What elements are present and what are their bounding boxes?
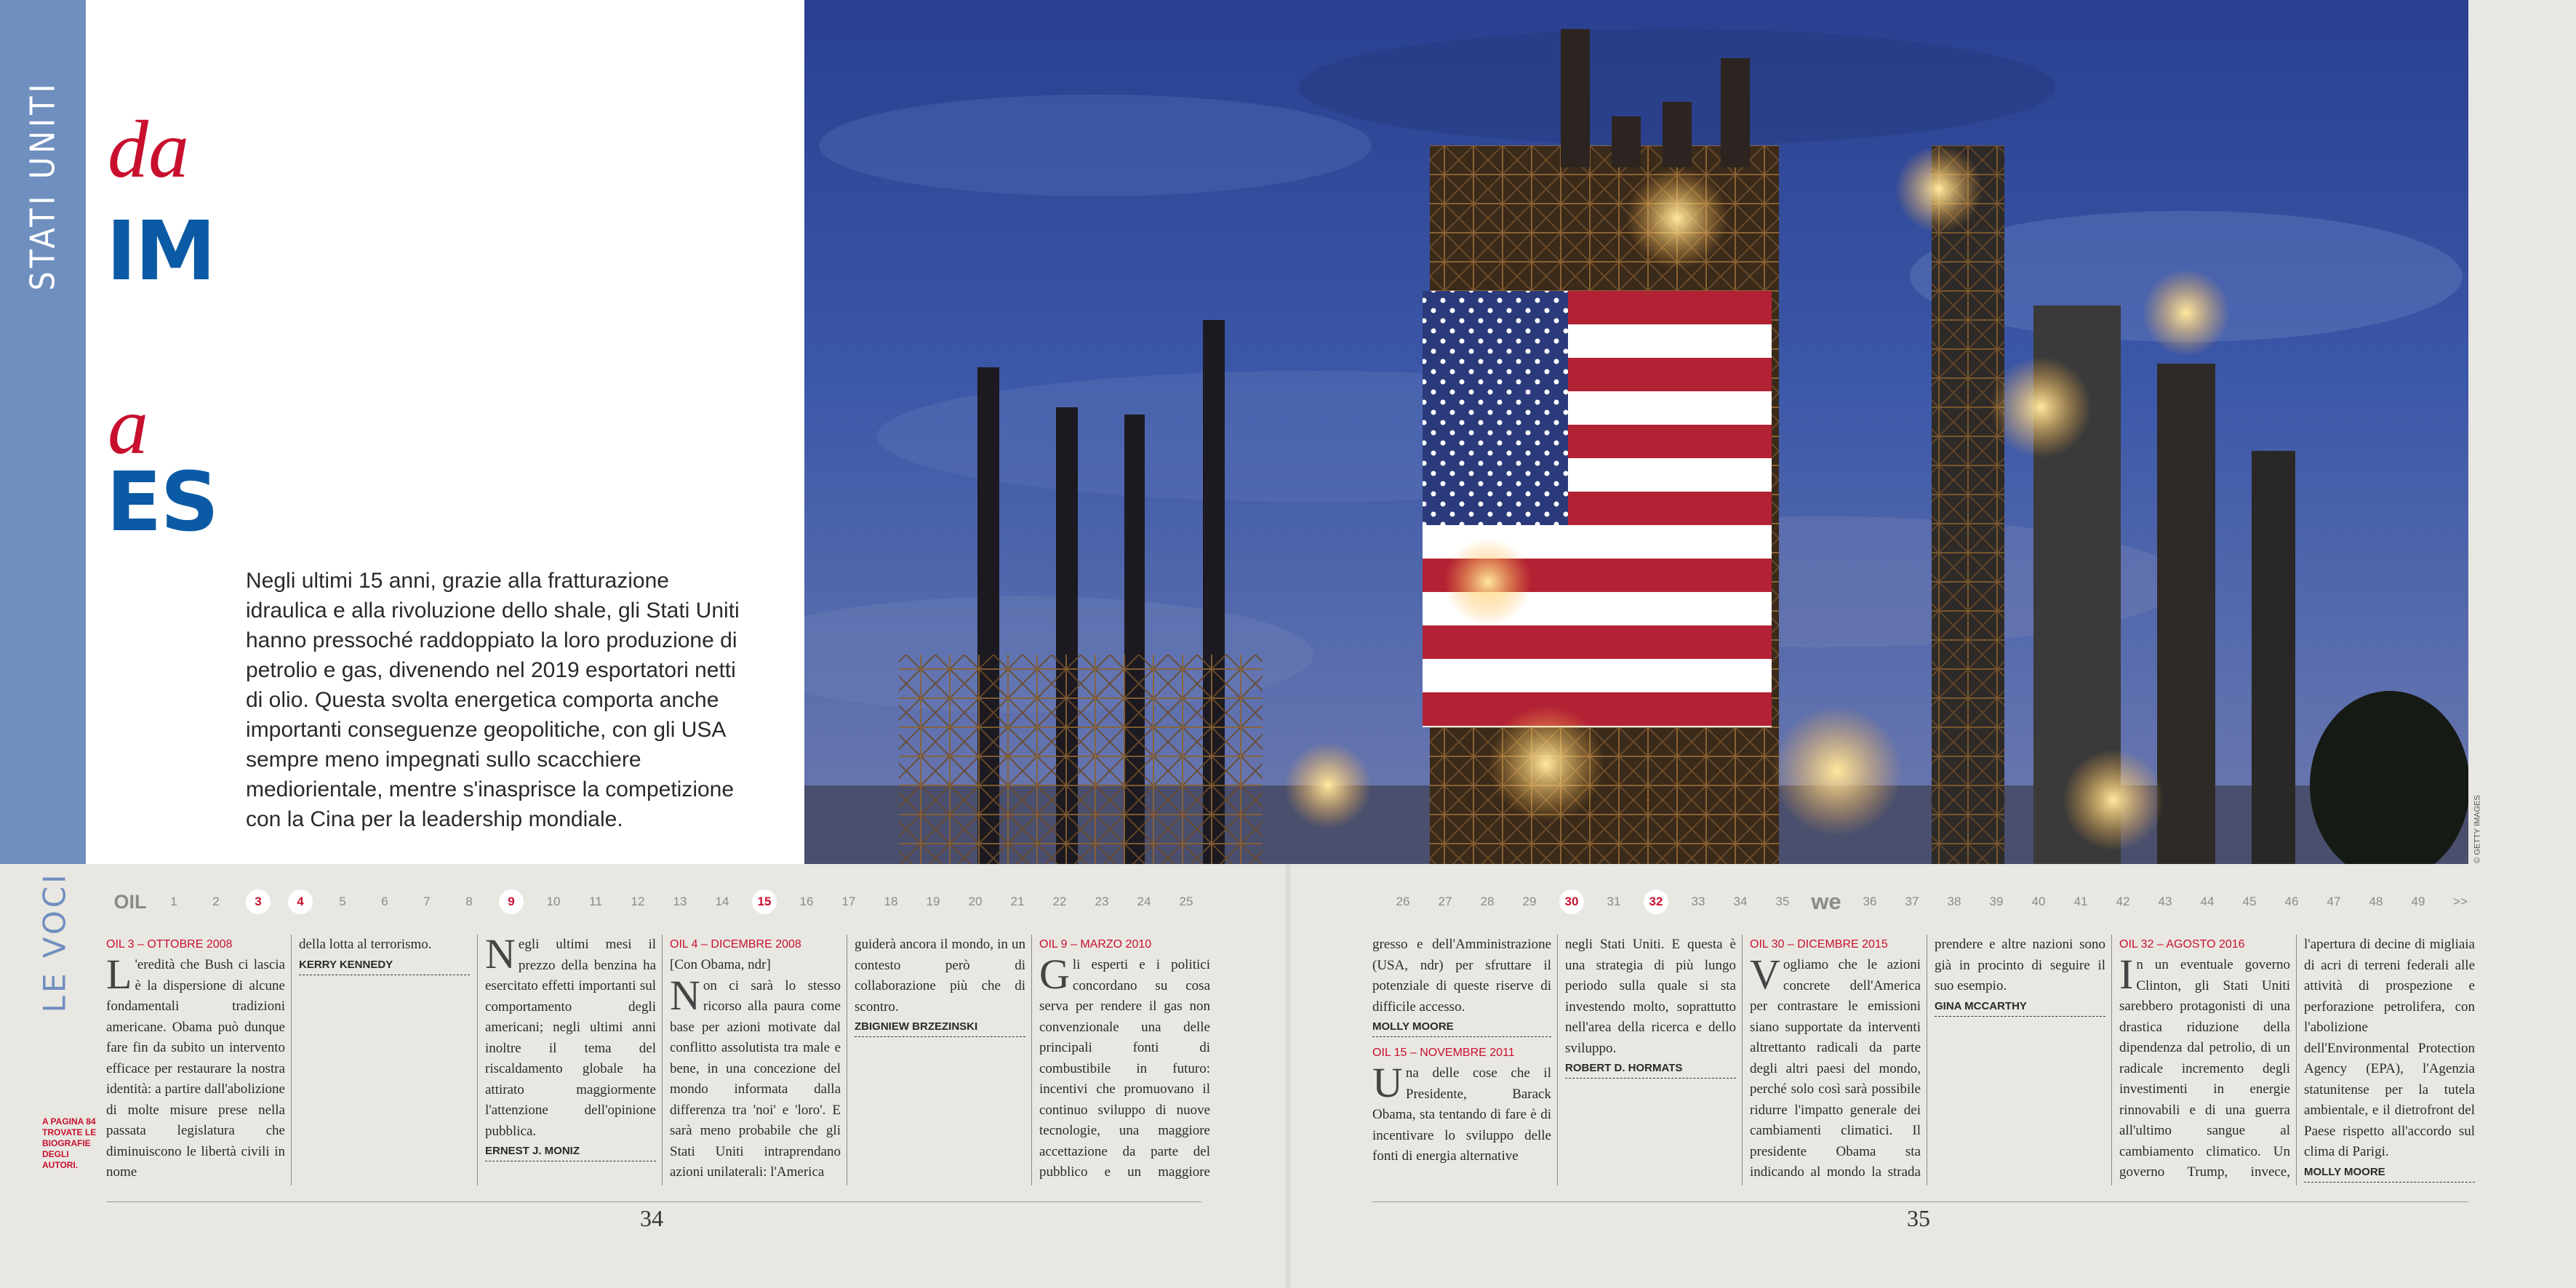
quote-body: na delle cose che il Presidente, Barack Obama, sta tentando di fare è di incentivare lo sviluppo delle fonti di energia alternative bbox=[1372, 1065, 1551, 1164]
quote-author: MOLLY MOORE bbox=[2304, 1163, 2475, 1183]
issue-number: 24 bbox=[1137, 895, 1151, 908]
issue-number: 37 bbox=[1905, 895, 1919, 908]
quote-text bbox=[1372, 1059, 1551, 1167]
quote-body: on ci sarà lo stesso ricorso alla paura come base per azioni motivate dal conflitto assolutista tra male e bene, in una concezione del mondo informata dalla differenza tra 'noi' e 'loro'. E sarà meno probabile che gli Stati Uniti intraprendano azioni unilaterali: l'America bbox=[670, 977, 841, 1180]
title-es: ES bbox=[106, 455, 218, 550]
issue-number: 40 bbox=[2031, 895, 2046, 908]
footer-rule-right bbox=[1372, 1201, 2468, 1202]
issue-number: 9 bbox=[490, 889, 532, 914]
issue-number: 16 bbox=[799, 895, 814, 908]
issue-number: 19 bbox=[926, 895, 940, 908]
issue-number: 26 bbox=[1396, 895, 1410, 908]
section-label: STATI UNITI bbox=[23, 80, 63, 291]
issue-number: >> bbox=[2453, 895, 2468, 908]
quote-body: prendere e altre nazioni sono già in procinto di seguire il suo esempio. bbox=[1935, 937, 2105, 993]
issue-number: 38 bbox=[1947, 895, 1961, 908]
quote-text bbox=[299, 935, 470, 956]
issue-number: 43 bbox=[2158, 895, 2172, 908]
issue-number: 28 bbox=[1480, 895, 1495, 908]
quote-body: egli ultimi mesi il prezzo della benzina ha esercitato effetti importanti sul comportamento degli americani; negli ultimi anni inoltre il tema del riscaldamento globale ha attirato maggiormente l'attenzione dell'opinione pubblica. bbox=[485, 937, 656, 1139]
quote-column bbox=[1927, 935, 2105, 1185]
drop-cap: L bbox=[106, 951, 132, 998]
quote-author: MOLLY MOORE bbox=[1372, 1017, 1551, 1037]
quote-text bbox=[2304, 935, 2475, 1163]
drop-cap: V bbox=[1750, 951, 1780, 998]
quote-text bbox=[670, 955, 841, 976]
issue-number: 21 bbox=[1010, 895, 1025, 908]
quote-text bbox=[1372, 935, 1551, 1017]
issue-number: 27 bbox=[1438, 895, 1452, 908]
title-im: IM bbox=[106, 204, 215, 299]
issue-number: 8 bbox=[465, 895, 473, 908]
quote-text bbox=[2119, 951, 2290, 1185]
title-portatori bbox=[231, 104, 799, 540]
issue-tag: OIL 4 – DICEMBRE 2008 bbox=[670, 938, 801, 951]
issue-number: 13 bbox=[673, 895, 687, 908]
quote-text bbox=[1750, 951, 1921, 1185]
issue-number: 45 bbox=[2242, 895, 2257, 908]
quote-body: li esperti e i politici concordano su cosa serva per rendere il gas non convenzionale una delle principali fonti di combustibile in futuro: incentivi che promuovano il continuo sviluppo di nuove tecnologie, una maggiore accettazione da parte del pubblico e un maggiore bbox=[1039, 957, 1210, 1180]
quote-text bbox=[485, 935, 656, 1142]
drop-cap: N bbox=[485, 935, 516, 977]
issue-number: 10 bbox=[546, 895, 561, 908]
issue-timeline-right bbox=[1382, 889, 2481, 915]
issue-number: 49 bbox=[2411, 895, 2425, 908]
drop-cap: U bbox=[1372, 1059, 1403, 1106]
quote-body: l'apertura di decine di migliaia di acri di terreni federali alle attività di prospezione e perforazione petrolifera, con l'abolizione dell'Environmental Protection Agency (EPA), l'Agenzia statunitense per la tutela ambientale, e il dietrofront del Paese rispetto all'accordo sul clima di Parigi. bbox=[2304, 937, 2475, 1159]
quote-author: ERNEST J. MONIZ bbox=[485, 1142, 656, 1161]
issue-number: 46 bbox=[2284, 895, 2299, 908]
quote-text bbox=[1935, 935, 2105, 997]
quote-column bbox=[2111, 935, 2290, 1185]
issue-tag: OIL 15 – NOVEMBRE 2011 bbox=[1372, 1047, 1515, 1059]
quote-column bbox=[1372, 935, 1551, 1185]
quote-body: ogliamo che le azioni concrete dell'America per contrastare le emissioni siano supportate da interventi altrettanto radicali da parte degli altri paesi del mondo, perché solo così sarà possibile ridurre l'impatto generale dei cambiamenti climatici. Il presidente Obama sta indicando al mondo la strada bbox=[1750, 957, 1921, 1180]
issue-number: 42 bbox=[2116, 895, 2130, 908]
issue-number: 33 bbox=[1691, 895, 1705, 908]
quote-author: ZBIGNIEW BRZEZINSKI bbox=[855, 1017, 1025, 1037]
issue-number: 17 bbox=[841, 895, 856, 908]
american-flag bbox=[1423, 291, 1772, 727]
issue-number: 36 bbox=[1863, 895, 1877, 908]
issue-number: 47 bbox=[2327, 895, 2341, 908]
issue-timeline-left bbox=[108, 889, 1207, 915]
issue-number: 39 bbox=[1989, 895, 2004, 908]
quote-text bbox=[1039, 951, 1210, 1185]
magazine-logo: OIL bbox=[113, 890, 147, 913]
issue-number: 41 bbox=[2073, 895, 2088, 908]
quote-text bbox=[106, 951, 285, 1183]
magazine-logo: we bbox=[1811, 889, 1841, 914]
title-a: a bbox=[108, 381, 148, 471]
refinery-flag-illustration bbox=[804, 0, 2468, 864]
quote-column bbox=[477, 935, 656, 1185]
issue-number: 48 bbox=[2369, 895, 2383, 908]
quote-body: [Con Obama, ndr] bbox=[670, 957, 771, 972]
quote-body: guiderà ancora il mondo, in un contesto però di collaborazione più che di scontro. bbox=[855, 937, 1025, 1015]
issue-number: 20 bbox=[968, 895, 983, 908]
biography-reference: A PAGINA 84 TROVATE LE BIOGRAFIE DEGLI AUTORI. bbox=[42, 1116, 97, 1170]
issue-number: 15 bbox=[743, 889, 785, 914]
issue-number: 5 bbox=[339, 895, 346, 908]
issue-number: 11 bbox=[589, 895, 602, 908]
refinery-photo bbox=[804, 0, 2468, 864]
issue-number: 7 bbox=[423, 895, 431, 908]
issue-number: 30 bbox=[1551, 889, 1593, 914]
issue-number: 31 bbox=[1607, 895, 1621, 908]
intro-paragraph: Negli ultimi 15 anni, grazie alla fratturazione idraulica e alla rivoluzione dello shale, gli Stati Uniti hanno pressoché raddoppiato la loro produzione di petrolio e gas, divenendo nel 2019 esportatori netti di olio. Questa svolta energetica comporta anche importanti conseguenze geopolitiche, con gli USA sempre meno impegnati sullo scacchiere mediorientale, mentre s'inasprisce la competizione con la Cina per la leadership mondiale. bbox=[246, 569, 740, 831]
quote-body: gresso e dell'Amministrazione (USA, ndr) per sfruttare il potenziale di queste riserve di difficile accesso. bbox=[1372, 937, 1551, 1015]
page-fold bbox=[1284, 864, 1292, 1288]
title-da: da bbox=[108, 105, 189, 195]
issue-number: 1 bbox=[170, 895, 177, 908]
quote-column bbox=[1031, 935, 1210, 1185]
photo-credit: © GETTY IMAGES bbox=[2473, 795, 2483, 863]
issue-number: 2 bbox=[212, 895, 220, 908]
issue-number: 23 bbox=[1095, 895, 1109, 908]
issue-number: 29 bbox=[1522, 895, 1537, 908]
quote-body: 'eredità che Bush ci lascia è la dispersione di alcune fondamentali tradizioni americane. Obama può dunque fare fin da subito un intervento efficace per restaurare la nostra identità: a partire dall'abolizione di molte misure prese nella passata legislatura che diminuiscono le libertà civili in nome bbox=[106, 957, 285, 1180]
issue-number: 12 bbox=[631, 895, 645, 908]
issue-number: 14 bbox=[715, 895, 729, 908]
quote-column bbox=[847, 935, 1025, 1185]
issue-number: 32 bbox=[1635, 889, 1677, 914]
quote-column bbox=[291, 935, 470, 1185]
issue-number: 44 bbox=[2200, 895, 2215, 908]
issue-number: 25 bbox=[1179, 895, 1193, 908]
issue-number: 35 bbox=[1775, 895, 1790, 908]
quote-body: n un eventuale governo Clinton, gli Stati Uniti sarebbero protagonisti di una drastica riduzione della dipendenza dal petrolio, di un radicale incremento degli investimenti in energie rinnovabili e di una guerra all'ultimo sangue al cambiamento climatico. Un governo Trump, invece, bbox=[2119, 957, 2290, 1180]
issue-tag: OIL 3 – OTTOBRE 2008 bbox=[106, 938, 233, 951]
quote-text bbox=[670, 971, 841, 1183]
page-number-right: 35 bbox=[1907, 1205, 1930, 1231]
issue-tag: OIL 32 – AGOSTO 2016 bbox=[2119, 938, 2245, 951]
issue-number: 34 bbox=[1733, 895, 1748, 908]
quote-column bbox=[1742, 935, 1921, 1185]
quote-column bbox=[1557, 935, 1736, 1185]
quote-column bbox=[2296, 935, 2475, 1185]
page-number-left: 34 bbox=[640, 1205, 663, 1231]
footer-rule-left bbox=[106, 1201, 1201, 1202]
issue-number: 22 bbox=[1052, 895, 1067, 908]
issue-tag: OIL 9 – MARZO 2010 bbox=[1039, 938, 1152, 951]
quote-body: della lotta al terrorismo. bbox=[299, 937, 432, 952]
issue-number: 18 bbox=[884, 895, 898, 908]
issue-number: 4 bbox=[279, 889, 321, 914]
quote-author: KERRY KENNEDY bbox=[299, 956, 470, 975]
quote-body: negli Stati Uniti. E questa è una strategia di più lungo periodo sulla quale si sta investendo molto, soprattutto nell'area della ricerca e dello sviluppo. bbox=[1565, 937, 1736, 1056]
quote-author: ROBERT D. HORMATS bbox=[1565, 1059, 1736, 1079]
quote-column bbox=[662, 935, 841, 1185]
quote-column bbox=[106, 935, 285, 1185]
quote-text bbox=[855, 935, 1025, 1017]
quote-text bbox=[1565, 935, 1736, 1059]
voices-label: LE VOCI bbox=[36, 871, 73, 1013]
drop-cap: N bbox=[670, 971, 700, 1019]
issue-tag: OIL 30 – DICEMBRE 2015 bbox=[1750, 938, 1888, 951]
issue-number: 3 bbox=[237, 889, 279, 914]
drop-cap: I bbox=[2119, 951, 2134, 998]
issue-number: 6 bbox=[381, 895, 388, 908]
quote-author: GINA MCCARTHY bbox=[1935, 997, 2105, 1017]
drop-cap: G bbox=[1039, 951, 1070, 998]
